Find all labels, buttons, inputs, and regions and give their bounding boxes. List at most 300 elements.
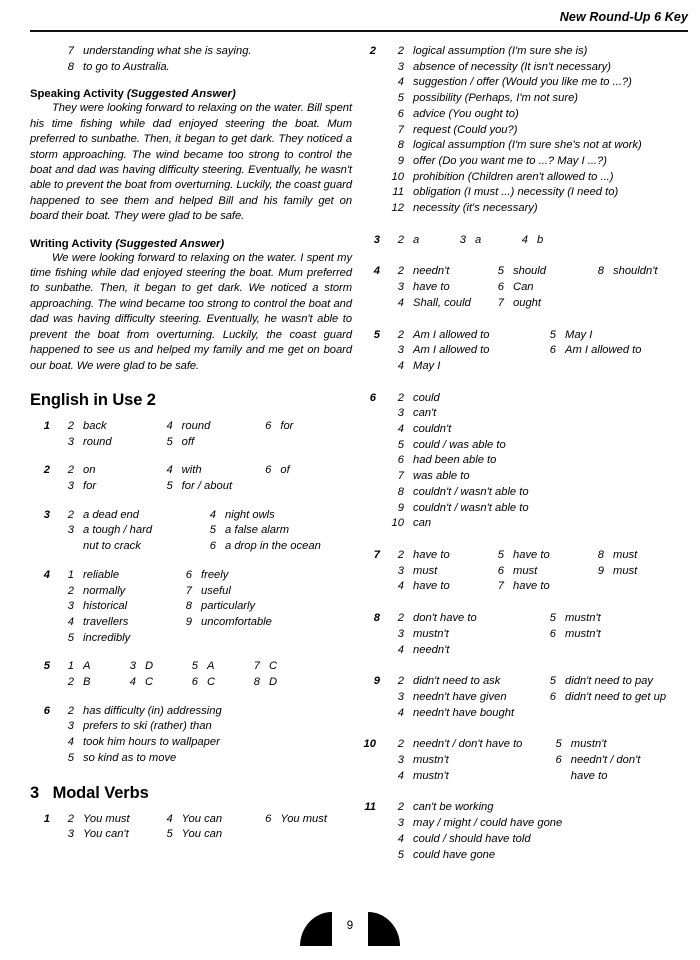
list-item bbox=[155, 435, 254, 451]
list-item-continuation bbox=[56, 539, 198, 555]
speaking-activity-body: They were looking forward to relaxing on the water. Bill spent his time fishing while dad enjoyed steering the boat. Mum preferred to sunbathe. Then, it began to get dark. They noticed a storm approaching. The wind became too strong to control the boat and dad was having difficulty steering. Eventually, he wasn't able to prevent the boat from overturning. Luckily, the coast guard happened to see them and helped Bill and his family get on board their boat. They were glad to be safe. bbox=[30, 102, 352, 223]
item-text: b bbox=[537, 233, 544, 246]
exercise-column bbox=[382, 44, 690, 217]
item-number: 6 bbox=[497, 281, 504, 294]
item-number: 3 bbox=[397, 564, 404, 577]
item-number: 3 bbox=[129, 660, 136, 673]
list-item bbox=[56, 508, 198, 524]
item-number: 4 bbox=[521, 233, 528, 246]
exercise-number: 3 bbox=[373, 233, 380, 246]
exercise-column bbox=[253, 812, 352, 843]
exercise-block-6 bbox=[30, 704, 352, 767]
list-item bbox=[56, 523, 198, 539]
item-number: 6 bbox=[549, 690, 556, 703]
item-number: 6 bbox=[191, 676, 198, 689]
item-text: travellers bbox=[83, 615, 129, 628]
list-item bbox=[382, 391, 690, 407]
speaking-activity-heading bbox=[30, 88, 352, 100]
list-item bbox=[486, 264, 586, 280]
section-title: Modal Verbs bbox=[52, 783, 149, 802]
header-divider bbox=[30, 30, 688, 32]
item-text: have to bbox=[570, 769, 608, 782]
item-number: 1 bbox=[67, 660, 74, 673]
list-item bbox=[386, 611, 538, 627]
item-number: 2 bbox=[397, 45, 404, 57]
item-number: 5 bbox=[497, 265, 504, 278]
item-number: 5 bbox=[549, 675, 556, 688]
item-text: logical assumption (I'm sure she's not at work) bbox=[413, 139, 642, 152]
list-item bbox=[382, 75, 690, 91]
list-item bbox=[253, 812, 352, 828]
item-text: have to bbox=[513, 548, 550, 561]
list-item bbox=[510, 233, 572, 249]
item-text: useful bbox=[201, 584, 231, 597]
item-text: mustn't bbox=[570, 738, 607, 751]
list-item bbox=[382, 91, 690, 107]
item-text: You can't bbox=[83, 828, 129, 841]
list-item bbox=[382, 201, 690, 217]
item-text: a tough / hard bbox=[83, 524, 153, 537]
list-item bbox=[540, 753, 690, 769]
item-number: 6 bbox=[397, 107, 404, 120]
item-text: You must bbox=[83, 812, 130, 825]
list-item bbox=[382, 123, 690, 139]
exercise-column bbox=[386, 611, 538, 658]
exercise-column bbox=[386, 264, 486, 311]
list-item bbox=[56, 479, 155, 495]
item-text: has difficulty (in) addressing bbox=[83, 704, 222, 717]
item-number: 4 bbox=[67, 615, 74, 628]
item-number: 9 bbox=[185, 615, 192, 628]
item-text: You can bbox=[181, 812, 223, 825]
list-item bbox=[56, 827, 155, 843]
list-item bbox=[56, 44, 352, 60]
list-item bbox=[174, 568, 292, 584]
item-text: obligation (I must ...) necessity (I need to) bbox=[413, 186, 619, 199]
item-text: so kind as to move bbox=[83, 751, 177, 764]
list-item bbox=[242, 675, 304, 691]
list-item bbox=[180, 675, 242, 691]
list-item bbox=[56, 719, 352, 735]
item-text: needn't bbox=[413, 643, 450, 656]
heading-qualifier: (Suggested Answer) bbox=[115, 237, 225, 250]
list-item bbox=[486, 548, 586, 564]
exercise-number: 6 bbox=[369, 391, 376, 404]
list-item bbox=[56, 704, 352, 720]
item-text: can bbox=[413, 517, 432, 530]
item-text: have to bbox=[413, 281, 450, 294]
item-number: 5 bbox=[191, 660, 198, 673]
item-number: 11 bbox=[392, 186, 404, 199]
list-item bbox=[174, 599, 292, 615]
item-number: 2 bbox=[397, 738, 404, 751]
list-item bbox=[586, 264, 686, 280]
exercise-block-right-6 bbox=[360, 391, 690, 532]
exercise-number: 7 bbox=[373, 548, 380, 561]
list-item bbox=[386, 328, 538, 344]
exercise-column bbox=[56, 568, 174, 647]
exercise-number: 1 bbox=[43, 419, 50, 432]
item-number: 3 bbox=[397, 344, 404, 357]
exercise-column bbox=[118, 659, 180, 690]
item-text: took him hours to wallpaper bbox=[83, 736, 220, 749]
item-text: a drop in the ocean bbox=[225, 540, 321, 553]
item-text: should bbox=[513, 265, 546, 278]
list-item bbox=[538, 627, 690, 643]
item-text: shouldn't bbox=[613, 265, 658, 278]
item-number: 6 bbox=[497, 564, 504, 577]
item-text: May I bbox=[413, 359, 441, 372]
exercise-column bbox=[386, 674, 538, 721]
item-text: D bbox=[269, 676, 278, 689]
item-text: must bbox=[413, 564, 438, 577]
item-number: 12 bbox=[391, 202, 404, 215]
item-number: 4 bbox=[397, 76, 404, 89]
item-text: Am I allowed to bbox=[565, 344, 642, 357]
list-item bbox=[382, 154, 690, 170]
exercise-column bbox=[510, 233, 572, 249]
heading-label: Writing Activity bbox=[30, 237, 113, 250]
item-number: 8 bbox=[397, 139, 404, 152]
left-column bbox=[30, 44, 352, 843]
item-number: 3 bbox=[397, 754, 404, 767]
item-text: couldn't / wasn't able to bbox=[413, 485, 529, 498]
item-text: May I bbox=[565, 328, 593, 341]
pennant-ornament-right-icon bbox=[368, 912, 400, 946]
page-header bbox=[30, 10, 688, 34]
list-item bbox=[538, 690, 690, 706]
list-item bbox=[56, 675, 118, 691]
item-text: suggestion / offer (Would you like me to ...?) bbox=[413, 76, 632, 89]
writing-activity-body: We were looking forward to relaxing on the water. I spent my time fishing while dad enjoyed steering the boat. Mum preferred to sunbathe. Then, it began to get dark. We noticed a storm approaching. The wind became too strong to control the boat and dad was having difficulty steering. Eventually, he wasn't able to prevent the boat from overturning. Luckily, the coast guard happened to see us and helped my family and me get on board our boat. We were glad to be safe. bbox=[30, 251, 352, 372]
page-footer bbox=[0, 906, 700, 952]
list-item bbox=[56, 615, 174, 631]
item-number: 2 bbox=[397, 612, 404, 625]
exercise-column bbox=[56, 44, 352, 75]
list-item bbox=[486, 296, 586, 312]
item-number: 8 bbox=[185, 600, 192, 613]
item-number: 8 bbox=[597, 548, 604, 561]
item-number: 4 bbox=[397, 423, 404, 436]
item-text: possibility (Perhaps, I'm not sure) bbox=[413, 92, 579, 105]
list-item bbox=[586, 548, 686, 564]
item-number: 6 bbox=[209, 540, 216, 553]
item-number: 4 bbox=[209, 508, 216, 521]
item-number: 8 bbox=[397, 485, 404, 498]
item-text: have to bbox=[413, 580, 450, 593]
list-item bbox=[386, 690, 538, 706]
item-number: 4 bbox=[166, 812, 173, 825]
item-text: mustn't bbox=[413, 754, 449, 767]
item-text: couldn't bbox=[413, 423, 452, 436]
exercise-number: 10 bbox=[363, 738, 376, 751]
section-heading-modal-verbs bbox=[30, 784, 352, 803]
item-text: particularly bbox=[201, 600, 256, 613]
list-item bbox=[56, 584, 174, 600]
list-item bbox=[155, 812, 254, 828]
exercise-block-2 bbox=[30, 463, 352, 494]
section-number: 3 bbox=[30, 783, 40, 802]
list-item bbox=[382, 769, 540, 785]
exercise-column bbox=[56, 463, 155, 494]
list-item bbox=[382, 737, 540, 753]
item-text: could have gone bbox=[413, 848, 496, 861]
writing-activity-heading bbox=[30, 238, 352, 250]
list-item bbox=[382, 185, 690, 201]
item-number: 4 bbox=[166, 419, 173, 432]
item-number: 8 bbox=[67, 60, 74, 73]
item-text: needn't have given bbox=[413, 690, 507, 703]
exercise-column bbox=[180, 659, 242, 690]
item-text: needn't / don't bbox=[570, 754, 641, 767]
item-text: round bbox=[181, 419, 211, 432]
item-text: mustn't bbox=[413, 769, 449, 782]
list-item bbox=[386, 343, 538, 359]
exercise-column bbox=[56, 812, 155, 843]
item-text: must bbox=[613, 548, 638, 561]
item-number: 8 bbox=[253, 676, 260, 689]
list-item bbox=[56, 735, 352, 751]
list-item bbox=[386, 674, 538, 690]
running-head-title: New Round-Up 6 Key bbox=[559, 10, 688, 24]
exercise-block-3 bbox=[30, 508, 352, 555]
item-text: Shall, could bbox=[413, 296, 471, 309]
item-text: had been able to bbox=[413, 454, 497, 467]
item-text: have to bbox=[413, 548, 450, 561]
list-item bbox=[56, 60, 352, 76]
exercise-column bbox=[56, 419, 155, 450]
item-number: 2 bbox=[67, 812, 74, 825]
item-number: 2 bbox=[67, 676, 74, 689]
heading-qualifier: (Suggested Answer) bbox=[126, 88, 236, 101]
item-number: 6 bbox=[265, 812, 272, 825]
item-number: 6 bbox=[265, 419, 272, 432]
list-item bbox=[56, 631, 174, 647]
item-text: offer (Do you want me to ...? May I ...?) bbox=[413, 154, 607, 167]
exercise-column bbox=[386, 233, 448, 249]
exercise-block-4 bbox=[30, 568, 352, 647]
item-text: must bbox=[613, 564, 638, 577]
item-number: 4 bbox=[397, 706, 404, 719]
item-number: 9 bbox=[397, 501, 404, 514]
exercise-block-right-4 bbox=[360, 264, 690, 311]
list-item bbox=[386, 264, 486, 280]
exercise-column bbox=[540, 737, 690, 784]
item-number: 2 bbox=[397, 328, 404, 341]
list-item bbox=[382, 170, 690, 186]
exercise-column bbox=[586, 548, 686, 595]
continued-item-list bbox=[30, 44, 352, 75]
item-number: 3 bbox=[397, 817, 404, 830]
item-text: could / was able to bbox=[413, 438, 506, 451]
list-item bbox=[56, 419, 155, 435]
list-item bbox=[382, 44, 690, 60]
item-text: must bbox=[513, 564, 538, 577]
item-text: to go to Australia. bbox=[83, 60, 170, 73]
list-item bbox=[155, 463, 254, 479]
list-item bbox=[386, 643, 538, 659]
list-item bbox=[386, 296, 486, 312]
exercise-block-right-8 bbox=[360, 611, 690, 658]
item-text: absence of necessity (It isn't necessary) bbox=[413, 60, 612, 73]
item-number: 7 bbox=[253, 660, 260, 673]
item-text: a dead end bbox=[83, 508, 139, 521]
list-item bbox=[174, 584, 292, 600]
item-text: of bbox=[280, 464, 290, 477]
list-item-continuation bbox=[540, 769, 690, 785]
list-item bbox=[56, 435, 155, 451]
list-item bbox=[486, 564, 586, 580]
item-number: 10 bbox=[391, 170, 404, 183]
list-item bbox=[56, 463, 155, 479]
exercise-column bbox=[253, 419, 352, 450]
item-text: off bbox=[181, 435, 195, 448]
exercise-column bbox=[174, 568, 292, 647]
list-item bbox=[386, 233, 448, 249]
item-text: can't be working bbox=[413, 801, 494, 814]
list-item bbox=[118, 675, 180, 691]
list-item bbox=[382, 753, 540, 769]
item-text: don't have to bbox=[413, 612, 477, 625]
exercise-column bbox=[386, 328, 538, 375]
exercise-block-right-9 bbox=[360, 674, 690, 721]
item-text: didn't need to ask bbox=[413, 675, 501, 688]
list-item bbox=[56, 659, 118, 675]
item-number: 4 bbox=[166, 464, 173, 477]
heading-label: Speaking Activity bbox=[30, 88, 124, 101]
item-number: 5 bbox=[397, 438, 404, 451]
item-number: 3 bbox=[397, 627, 404, 640]
list-item bbox=[486, 579, 586, 595]
item-text: A bbox=[207, 660, 215, 673]
exercise-number: 8 bbox=[373, 612, 380, 625]
item-number: 2 bbox=[397, 265, 404, 278]
item-text: C bbox=[207, 676, 216, 689]
exercise-column bbox=[382, 800, 690, 863]
exercise-column bbox=[382, 737, 540, 784]
item-text: back bbox=[83, 419, 107, 432]
exercise-column bbox=[538, 674, 690, 721]
list-item bbox=[382, 832, 690, 848]
item-number: 5 bbox=[67, 631, 74, 644]
exercise-block-right-7 bbox=[360, 548, 690, 595]
item-text: can't bbox=[413, 407, 437, 420]
item-number: 2 bbox=[67, 584, 74, 597]
item-number: 3 bbox=[67, 828, 74, 841]
item-text: didn't need to get up bbox=[565, 690, 667, 703]
list-item bbox=[386, 548, 486, 564]
item-number: 3 bbox=[397, 407, 404, 420]
list-item bbox=[538, 611, 690, 627]
item-number: 4 bbox=[129, 676, 136, 689]
exercise-column bbox=[538, 328, 690, 375]
item-text: mustn't bbox=[413, 627, 449, 640]
exercise-number: 5 bbox=[43, 660, 50, 673]
item-text: reliable bbox=[83, 568, 120, 581]
item-text: needn't have bought bbox=[413, 706, 515, 719]
right-column bbox=[360, 44, 690, 863]
item-text: historical bbox=[83, 600, 128, 613]
item-number: 2 bbox=[397, 675, 404, 688]
item-number: 5 bbox=[555, 738, 562, 751]
exercise-number: 2 bbox=[369, 45, 376, 57]
item-number bbox=[540, 769, 571, 785]
list-item bbox=[56, 568, 174, 584]
list-item bbox=[382, 406, 690, 422]
item-text: incredibly bbox=[83, 631, 131, 644]
item-text: advice (You ought to) bbox=[413, 107, 519, 120]
exercise-column bbox=[155, 463, 254, 494]
exercise-number: 6 bbox=[43, 704, 50, 717]
exercise-number: 1 bbox=[43, 812, 50, 825]
exercise-number: 11 bbox=[364, 801, 376, 814]
exercise-number: 4 bbox=[373, 265, 380, 278]
list-item bbox=[538, 343, 690, 359]
list-item bbox=[386, 280, 486, 296]
item-number: 3 bbox=[397, 281, 404, 294]
exercise-column bbox=[486, 264, 586, 311]
item-text: uncomfortable bbox=[201, 615, 272, 628]
item-text: mustn't bbox=[565, 612, 601, 625]
item-number: 4 bbox=[397, 769, 404, 782]
item-number: 8 bbox=[597, 265, 604, 278]
item-number: 6 bbox=[549, 627, 556, 640]
item-text: night owls bbox=[225, 508, 275, 521]
item-number: 7 bbox=[67, 45, 74, 57]
item-text: could bbox=[413, 391, 440, 404]
exercise-number: 5 bbox=[373, 328, 380, 341]
list-item bbox=[382, 485, 690, 501]
list-item bbox=[155, 479, 254, 495]
item-text: prohibition (Children aren't allowed to ...) bbox=[413, 170, 614, 183]
item-number: 7 bbox=[397, 470, 404, 483]
list-item bbox=[56, 751, 352, 767]
list-item bbox=[382, 516, 690, 532]
exercise-block-right-10 bbox=[360, 737, 690, 784]
item-text: for bbox=[280, 419, 294, 432]
exercise-block-1 bbox=[30, 419, 352, 450]
item-text: nut to crack bbox=[83, 540, 141, 553]
item-text: may / might / could have gone bbox=[413, 817, 563, 830]
item-text: normally bbox=[83, 584, 126, 597]
list-item bbox=[382, 138, 690, 154]
item-number: 3 bbox=[67, 435, 74, 448]
exercise-number: 9 bbox=[373, 675, 380, 688]
exercise-block-5 bbox=[30, 659, 352, 690]
item-text: Am I allowed to bbox=[413, 328, 490, 341]
item-number: 2 bbox=[67, 508, 74, 521]
list-item bbox=[56, 812, 155, 828]
item-number: 9 bbox=[597, 564, 604, 577]
list-item bbox=[386, 579, 486, 595]
item-number: 6 bbox=[555, 754, 562, 767]
item-text: a bbox=[475, 233, 482, 246]
list-item bbox=[382, 800, 690, 816]
item-text: Can bbox=[513, 281, 534, 294]
list-item bbox=[56, 599, 174, 615]
exercise-column bbox=[198, 508, 340, 555]
exercise-column bbox=[56, 659, 118, 690]
item-text: request (Could you?) bbox=[413, 123, 518, 136]
list-item bbox=[174, 615, 292, 631]
item-text: for / about bbox=[181, 480, 233, 493]
exercise-block-right-3 bbox=[360, 233, 690, 249]
item-number: 2 bbox=[397, 548, 404, 561]
item-number: 5 bbox=[397, 92, 404, 105]
item-number: 5 bbox=[549, 612, 556, 625]
item-text: necessity (it's necessary) bbox=[413, 202, 538, 215]
list-item bbox=[198, 539, 340, 555]
